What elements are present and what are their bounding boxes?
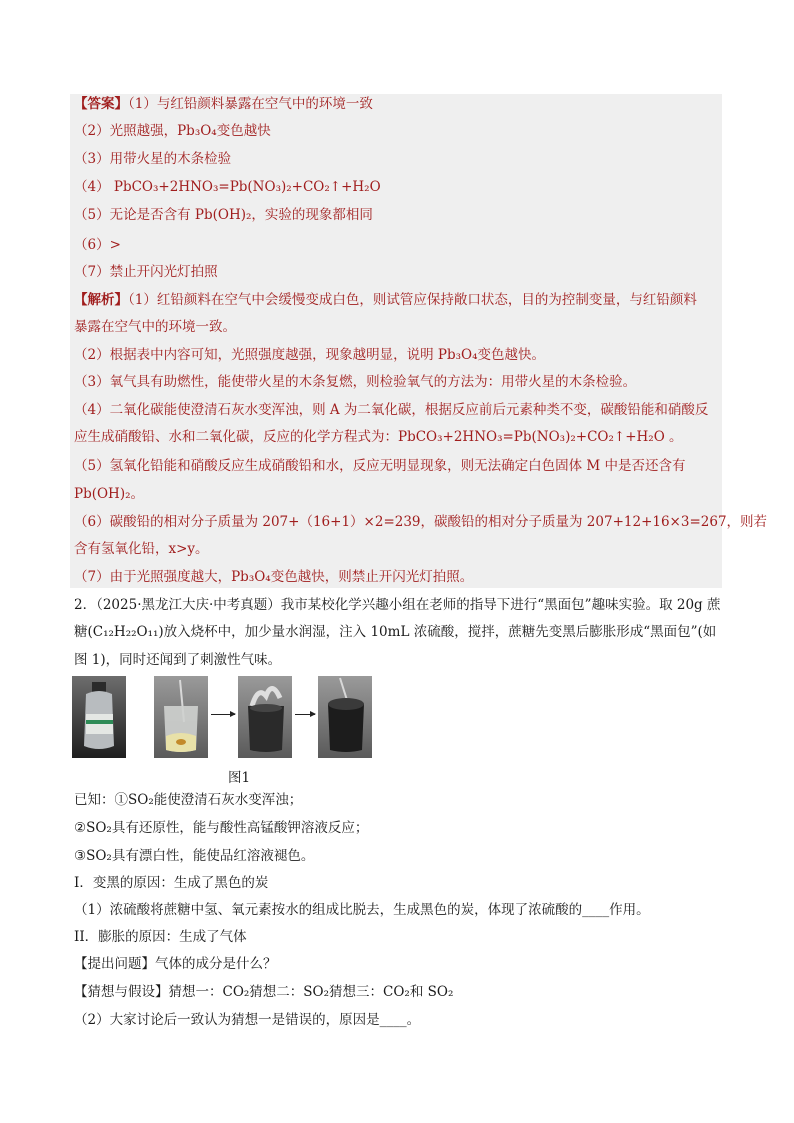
known-2: ②SO₂具有还原性，能与酸性高锰酸钾溶液反应； (74, 820, 369, 836)
analysis-3: （3）氧气具有助燃性，能使带火星的木条复燃，则检验氧气的方法为：用带火星的木条检验。 (74, 374, 637, 390)
sub-question-2: （2）大家讨论后一致认为猜想一是错误的，原因是____。 (74, 1012, 421, 1028)
analysis-4a: （4）二氧化碳能使澄清石灰水变浑浊，则 A 为二氧化碳，根据反应前后元素种类不变，碳酸铅能和硝酸反 (74, 402, 709, 418)
analysis-5b: Pb(OH)₂。 (74, 486, 145, 502)
section-2-heading: II．膨胀的原因：生成了气体 (74, 929, 247, 945)
analysis-1a: （1）红铅颜料在空气中会缓慢变成白色，则试管应保持敞口状态，目的为控制变量，与红铅颜料 (128, 292, 697, 308)
known-3: ③SO₂具有漂白性，能使品红溶液褪色。 (74, 848, 315, 864)
answer-item-4: （4） PbCO₃+2HNO₃=Pb(NO₃)₂+CO₂↑+H₂O (74, 179, 381, 195)
beaker-sugar-photo (154, 676, 208, 758)
analysis-6b: 含有氢氧化铅，x>y。 (74, 541, 209, 557)
hypothesis: 【猜想与假设】猜想一：CO₂猜想二：SO₂猜想三：CO₂和 SO₂ (74, 984, 454, 1000)
figure-caption: 图1 (228, 770, 251, 786)
answer-item-1: （1）与红铅颜料暴露在空气中的环境一致 (128, 96, 373, 112)
answer-item-2: （2）光照越强，Pb₃O₄变色越快 (74, 123, 271, 139)
sulfuric-acid-bottle-photo (72, 676, 126, 758)
arrow-icon (295, 714, 315, 715)
arrow-icon (211, 714, 235, 715)
analysis-6a: （6）碳酸铅的相对分子质量为 207+（16+1）×2=239，碳酸铅的相对分子质量为 207+12+16×3=267，则若 (74, 514, 768, 530)
question-line-3: 图 1)，同时还闻到了刺激性气味。 (74, 652, 282, 668)
analysis-2: （2）根据表中内容可知，光照强度越强，现象越明显，说明 Pb₃O₄变色越快。 (74, 347, 545, 363)
analysis-5a: （5）氢氧化铅能和硝酸反应生成硝酸铅和水，反应无明显现象，则无法确定白色固体 M 中是否还含有 (74, 458, 686, 474)
answer-item-5: （5）无论是否含有 Pb(OH)₂，实验的现象都相同 (74, 207, 373, 223)
known-1: 已知：①SO₂能使澄清石灰水变浑浊； (74, 792, 303, 808)
experiment-photos (72, 676, 372, 758)
answer-item-6: （6）> (74, 237, 121, 253)
analysis-1b: 暴露在空气中的环境一致。 (74, 319, 236, 335)
beaker-blackening-photo (238, 676, 292, 758)
raise-question: 【提出问题】气体的成分是什么？ (74, 956, 277, 972)
answer-item-3: （3）用带火星的木条检验 (74, 151, 232, 167)
answer-tag: 【答案】 (74, 96, 128, 112)
black-bread-photo (318, 676, 372, 758)
sub-question-1: （1）浓硫酸将蔗糖中氢、氧元素按水的组成比脱去，生成黑色的炭，体现了浓硫酸的____作用。 (74, 902, 650, 918)
figure-1 (72, 676, 372, 758)
answer-item-7: （7）禁止开闪光灯拍照 (74, 264, 218, 280)
analysis-4b: 应生成硝酸铅、水和二氧化碳，反应的化学方程式为：PbCO₃+2HNO₃=Pb(NO₃)₂+CO₂↑+H₂O 。 (74, 429, 683, 445)
analysis-7: （7）由于光照强度越大，Pb₃O₄变色越快，则禁止开闪光灯拍照。 (74, 569, 474, 585)
analysis-line-1 (74, 290, 724, 312)
section-1-heading: I．变黑的原因：生成了黑色的炭 (74, 875, 269, 891)
question-line-1: 2．（2025·黑龙江大庆·中考真题）我市某校化学兴趣小组在老师的指导下进行“黑面包”趣味实验。取 20g 蔗 (74, 597, 721, 613)
question-line-2: 糖(C₁₂H₂₂O₁₁)放入烧杯中，加少量水润湿，注入 10mL 浓硫酸，搅拌，蔗糖先变黑后膨胀形成“黑面包”(如 (74, 624, 717, 640)
analysis-tag: 【解析】 (74, 292, 128, 308)
answer-line-1 (74, 94, 724, 116)
